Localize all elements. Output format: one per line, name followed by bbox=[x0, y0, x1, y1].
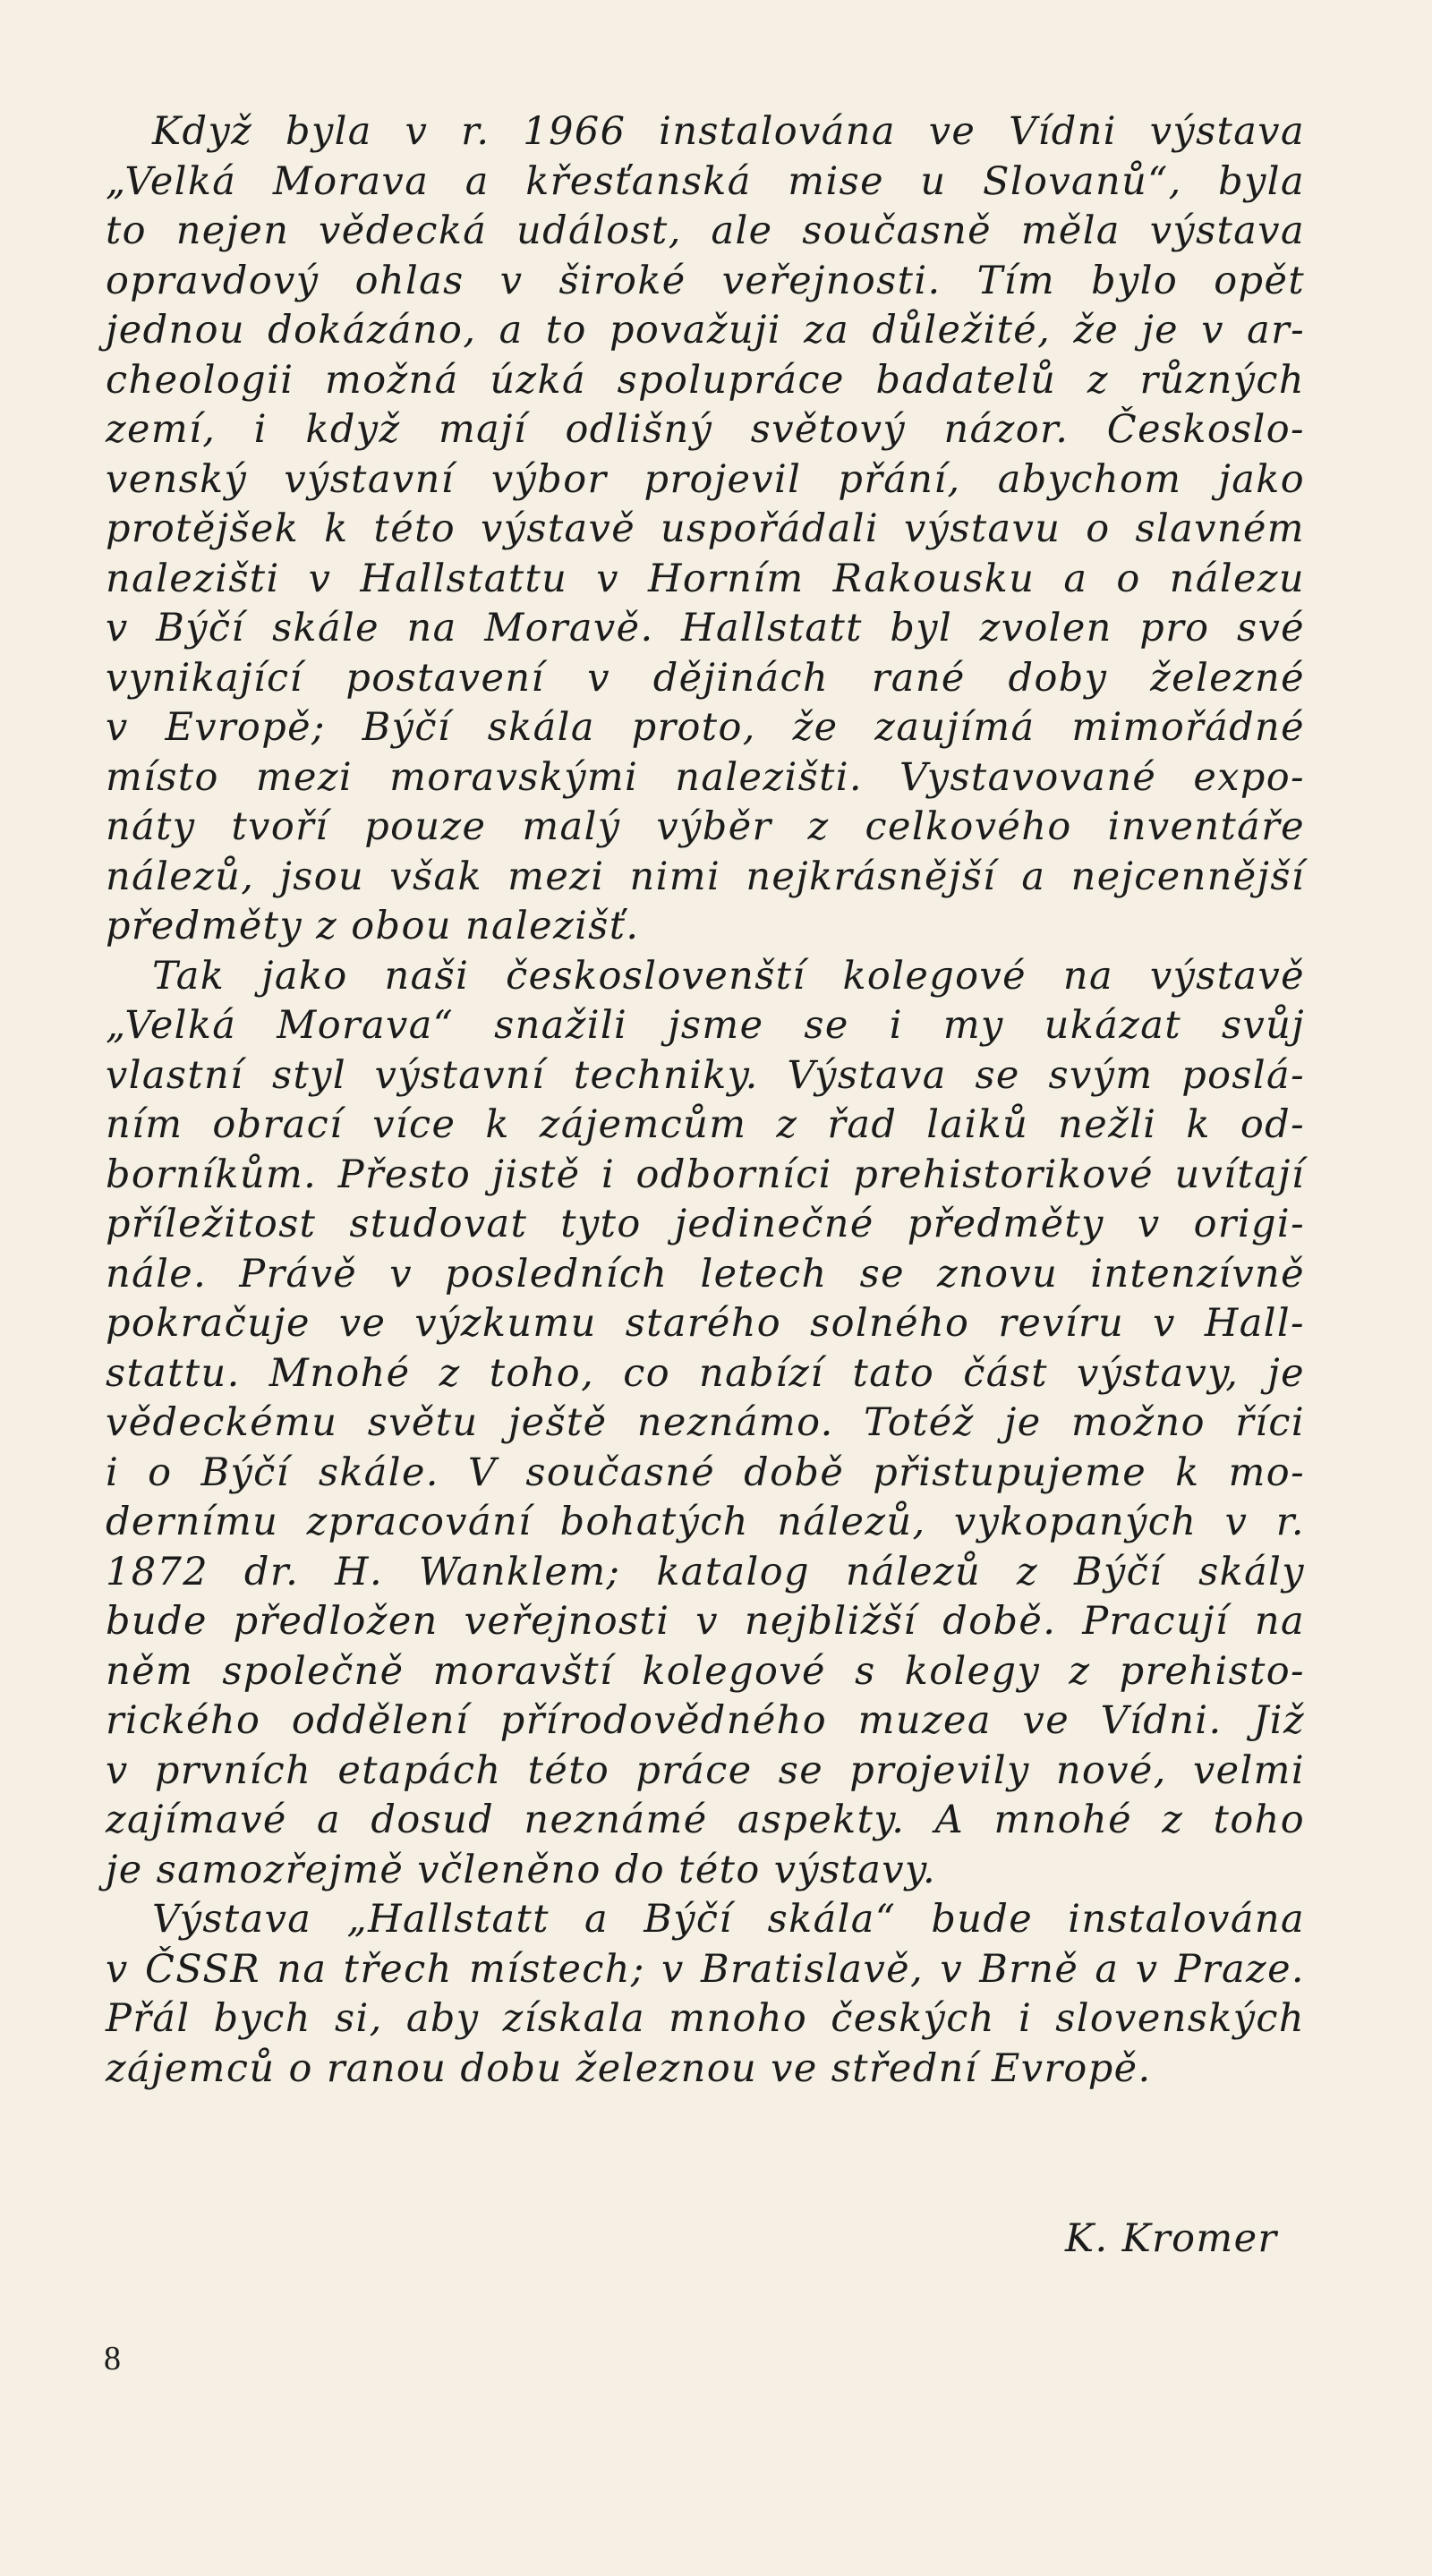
text-line: něm společně moravští kolegové s kolegy z prehisto- bbox=[106, 1648, 1305, 1694]
text-line: „Velká Morava a křesťanská mise u Slovanů“, byla bbox=[106, 158, 1305, 204]
text-line: nálezů, jsou však mezi nimi nejkrásnější a nejcennější bbox=[106, 854, 1305, 899]
text-line: vědeckému světu ještě neznámo. Totéž je možno říci bbox=[106, 1400, 1305, 1445]
text-line: v ČSSR na třech místech; v Bratislavě, v Brně a v Praze. bbox=[106, 1946, 1305, 1992]
text-line: vlastní styl výstavní techniky. Výstava se svým poslá- bbox=[106, 1052, 1305, 1098]
text-line: ním obrací více k zájemcům z řad laiků nežli k od- bbox=[106, 1102, 1305, 1147]
article-body bbox=[106, 107, 1305, 2094]
text-line: stattu. Mnohé z toho, co nabízí tato část výstavy, je bbox=[106, 1350, 1305, 1396]
text-line: místo mezi moravskými nalezišti. Vystavované expo- bbox=[106, 754, 1305, 800]
text-line: v prvních etapách této práce se projevily nové, velmi bbox=[106, 1747, 1305, 1793]
text-line: rického oddělení přírodovědného muzea ve Vídni. Již bbox=[106, 1698, 1305, 1743]
text-line: „Velká Morava“ snažili jsme se i my ukázat svůj bbox=[106, 1003, 1305, 1048]
text-line: Když byla v r. 1966 instalována ve Vídni výstava bbox=[152, 109, 1305, 154]
text-line: dernímu zpracování bohatých nálezů, vykopaných v r. bbox=[106, 1500, 1305, 1544]
text-line: zajímavé a dosud neznámé aspekty. A mnohé z toho bbox=[106, 1798, 1305, 1842]
text-line: náty tvoří pouze malý výběr z celkového inventáře bbox=[106, 804, 1305, 849]
text-line: venský výstavní výbor projevil přání, abychom jako bbox=[106, 456, 1305, 502]
text-line: bude předložen veřejnosti v nejbližší době. Pracují na bbox=[106, 1599, 1305, 1644]
text-line: to nejen vědecká událost, ale současně měla výstava bbox=[106, 208, 1305, 253]
text-line: v Býčí skále na Moravě. Hallstatt byl zvolen pro své bbox=[106, 606, 1305, 650]
text-line: Tak jako naši českoslovenští kolegové na výstavě bbox=[152, 953, 1305, 999]
author-signature: K. Kromer bbox=[1065, 2216, 1278, 2261]
text-line: 1872 dr. H. Wanklem; katalog nálezů z Býčí skály bbox=[106, 1549, 1305, 1594]
text-line: předměty z obou nalezišť. bbox=[106, 904, 640, 948]
text-line: vynikající postavení v dějinách rané doby železné bbox=[106, 655, 1305, 701]
page-number: 8 bbox=[104, 2340, 121, 2377]
text-line: v Evropě; Býčí skála proto, že zaujímá mimořádné bbox=[106, 705, 1305, 750]
text-line: i o Býčí skále. V současné době přistupujeme k mo- bbox=[106, 1450, 1305, 1495]
text-line: borníkům. Přesto jistě i odborníci prehistorikové uvítají bbox=[106, 1152, 1305, 1197]
text-line: Výstava „Hallstatt a Býčí skála“ bude instalována bbox=[152, 1897, 1305, 1942]
text-line: nalezišti v Hallstattu v Horním Rakousku a o nálezu bbox=[106, 556, 1305, 601]
text-line: je samozřejmě včleněno do této výstavy. bbox=[106, 1847, 937, 1892]
text-line: nále. Právě v posledních letech se znovu intenzívně bbox=[106, 1251, 1305, 1297]
text-line: zemí, i když mají odlišný světový názor. Českoslo- bbox=[106, 407, 1305, 452]
text-line: zájemců o ranou dobu železnou ve střední Evropě. bbox=[106, 2045, 1152, 2091]
text-line: opravdový ohlas v široké veřejnosti. Tím bylo opět bbox=[106, 258, 1305, 303]
text-line: pokračuje ve výzkumu starého solného revíru v Hall- bbox=[106, 1301, 1305, 1346]
text-line: jednou dokázáno, a to považuji za důležité, že je v ar- bbox=[106, 308, 1305, 353]
text-line: cheologii možná úzká spolupráce badatelů z různých bbox=[106, 357, 1305, 403]
text-line: Přál bych si, aby získala mnoho českých i slovenských bbox=[106, 1996, 1305, 2041]
text-line: příležitost studovat tyto jedinečné předměty v origi- bbox=[106, 1202, 1305, 1246]
text-line: protějšek k této výstavě uspořádali výstavu o slavném bbox=[106, 506, 1305, 551]
